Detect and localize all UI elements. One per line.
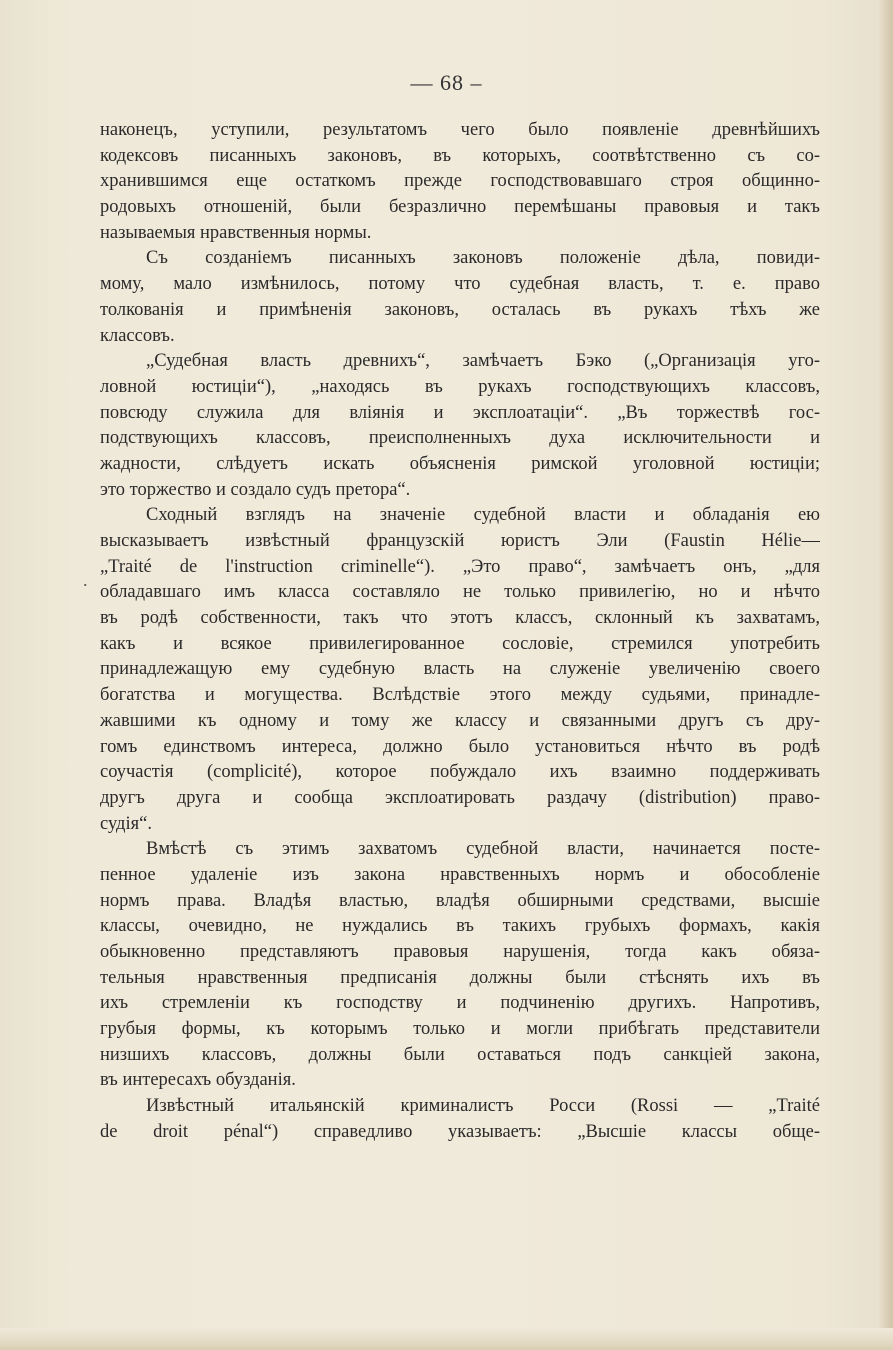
text-line: классы, очевидно, не нуждались въ такихъ грубыхъ формахъ, какія xyxy=(100,916,820,937)
text-line: пенное удаленіе изъ закона нравственныхъ нормъ и обособленіе xyxy=(100,864,820,885)
text-line: Извѣстный итальянскій криминалистъ Росси (Rossi — „Traité xyxy=(146,1096,820,1117)
text-line: низшихъ классовъ, должны были оставаться подъ санкціей закона, xyxy=(100,1044,820,1065)
text-line: „Судебная власть древнихъ“, замѣчаетъ Бэко („Организація уго- xyxy=(146,351,820,372)
text-line: родовыхъ отношеній, были безразлично перемѣшаны правовыя и такъ xyxy=(100,197,820,218)
text-line: гомъ единствомъ интереса, должно было установиться нѣчто въ родѣ xyxy=(100,736,820,757)
text-line: другъ друга и сообща эксплоатировать раздачу (distribution) право- xyxy=(100,787,820,808)
text-line: толкованія и примѣненія законовъ, осталась въ рукахъ тѣхъ же xyxy=(100,299,820,320)
text-line: Вмѣстѣ съ этимъ захватомъ судебной власти, начинается посте- xyxy=(146,839,820,860)
text-line: соучастія (complicité), которое побуждало ихъ взаимно поддерживать xyxy=(100,762,820,783)
text-line: хранившимся еще остаткомъ прежде господствовавшаго строя общинно- xyxy=(100,171,820,192)
text-line: богатства и могущества. Вслѣдствіе этого между судьями, принадле- xyxy=(100,685,820,706)
text-line: это торжество и создало судъ претора“. xyxy=(100,479,411,500)
text-line: ихъ стремленіи къ господству и подчиненію другихъ. Напротивъ, xyxy=(100,993,820,1014)
text-line: нормъ права. Владѣя властью, владѣя обширными средствами, высшіе xyxy=(100,890,820,911)
margin-mark: . xyxy=(83,570,88,590)
text-line: мому, мало измѣнилось, потому что судебная власть, т. е. право xyxy=(100,274,820,295)
text-line: de droit pénal“) справедливо указываетъ: „Высшіе классы обще- xyxy=(100,1121,820,1142)
text-line: классовъ. xyxy=(100,325,175,346)
text-line: Съ созданіемъ писанныхъ законовъ положеніе дѣла, повиди- xyxy=(146,248,820,269)
text-line: Сходный взглядъ на значеніе судебной власти и обладанія ею xyxy=(146,505,820,526)
text-line: въ интересахъ обузданія. xyxy=(100,1070,296,1091)
text-line: тельныя нравственныя предписанія должны были стѣснять ихъ въ xyxy=(100,967,820,988)
text-line: принадлежащую ему судебную власть на служеніе увеличенію своего xyxy=(100,659,820,680)
text-line: жадности, слѣдуетъ искать объясненія римской уголовной юстиціи; xyxy=(100,453,820,474)
text-line: наконецъ, уступили, результатомъ чего было появленіе древнѣйшихъ xyxy=(100,120,820,140)
body-text xyxy=(100,118,820,1146)
text-line: жавшими къ одному и тому же классу и связанными другъ съ дру- xyxy=(100,710,820,731)
text-line: ловной юстиціи“), „находясь въ рукахъ господствующихъ классовъ, xyxy=(100,376,820,397)
text-line: грубыя формы, къ которымъ только и могли прибѣгать представители xyxy=(100,1019,820,1040)
text-line: высказываетъ извѣстный французскій юристъ Эли (Faustin Hélie— xyxy=(100,531,820,551)
page-edge-shadow-bottom xyxy=(0,1328,893,1350)
text-line: подствующихъ классовъ, преисполненныхъ духа исключительности и xyxy=(100,428,820,449)
text-line: называемыя нравственныя нормы. xyxy=(100,222,372,243)
text-line: „Traité de l'instruction criminelle“). „Это право“, замѣчаетъ онъ, „для xyxy=(100,556,820,577)
text-line: повсюду служила для вліянія и эксплоатаціи“. „Въ торжествѣ гос- xyxy=(100,402,820,423)
text-line: въ родѣ собственности, такъ что этотъ классъ, склонный къ захватамъ, xyxy=(100,608,820,629)
text-line: обладавшаго имъ класса составляло не только привилегію, но и нѣчто xyxy=(100,582,820,603)
text-line: какъ и всякое привилегированное сословіе, стремился употребить xyxy=(100,633,820,654)
text-line: судія“. xyxy=(100,813,152,834)
page-number: — 68 – xyxy=(410,70,483,95)
page-edge-shadow-right xyxy=(879,0,893,1350)
text-line: обыкновенно представляютъ правовыя нарушенія, тогда какъ обяза- xyxy=(100,942,820,962)
text-line: кодексовъ писанныхъ законовъ, въ которыхъ, соотвѣтственно съ со- xyxy=(100,145,820,166)
